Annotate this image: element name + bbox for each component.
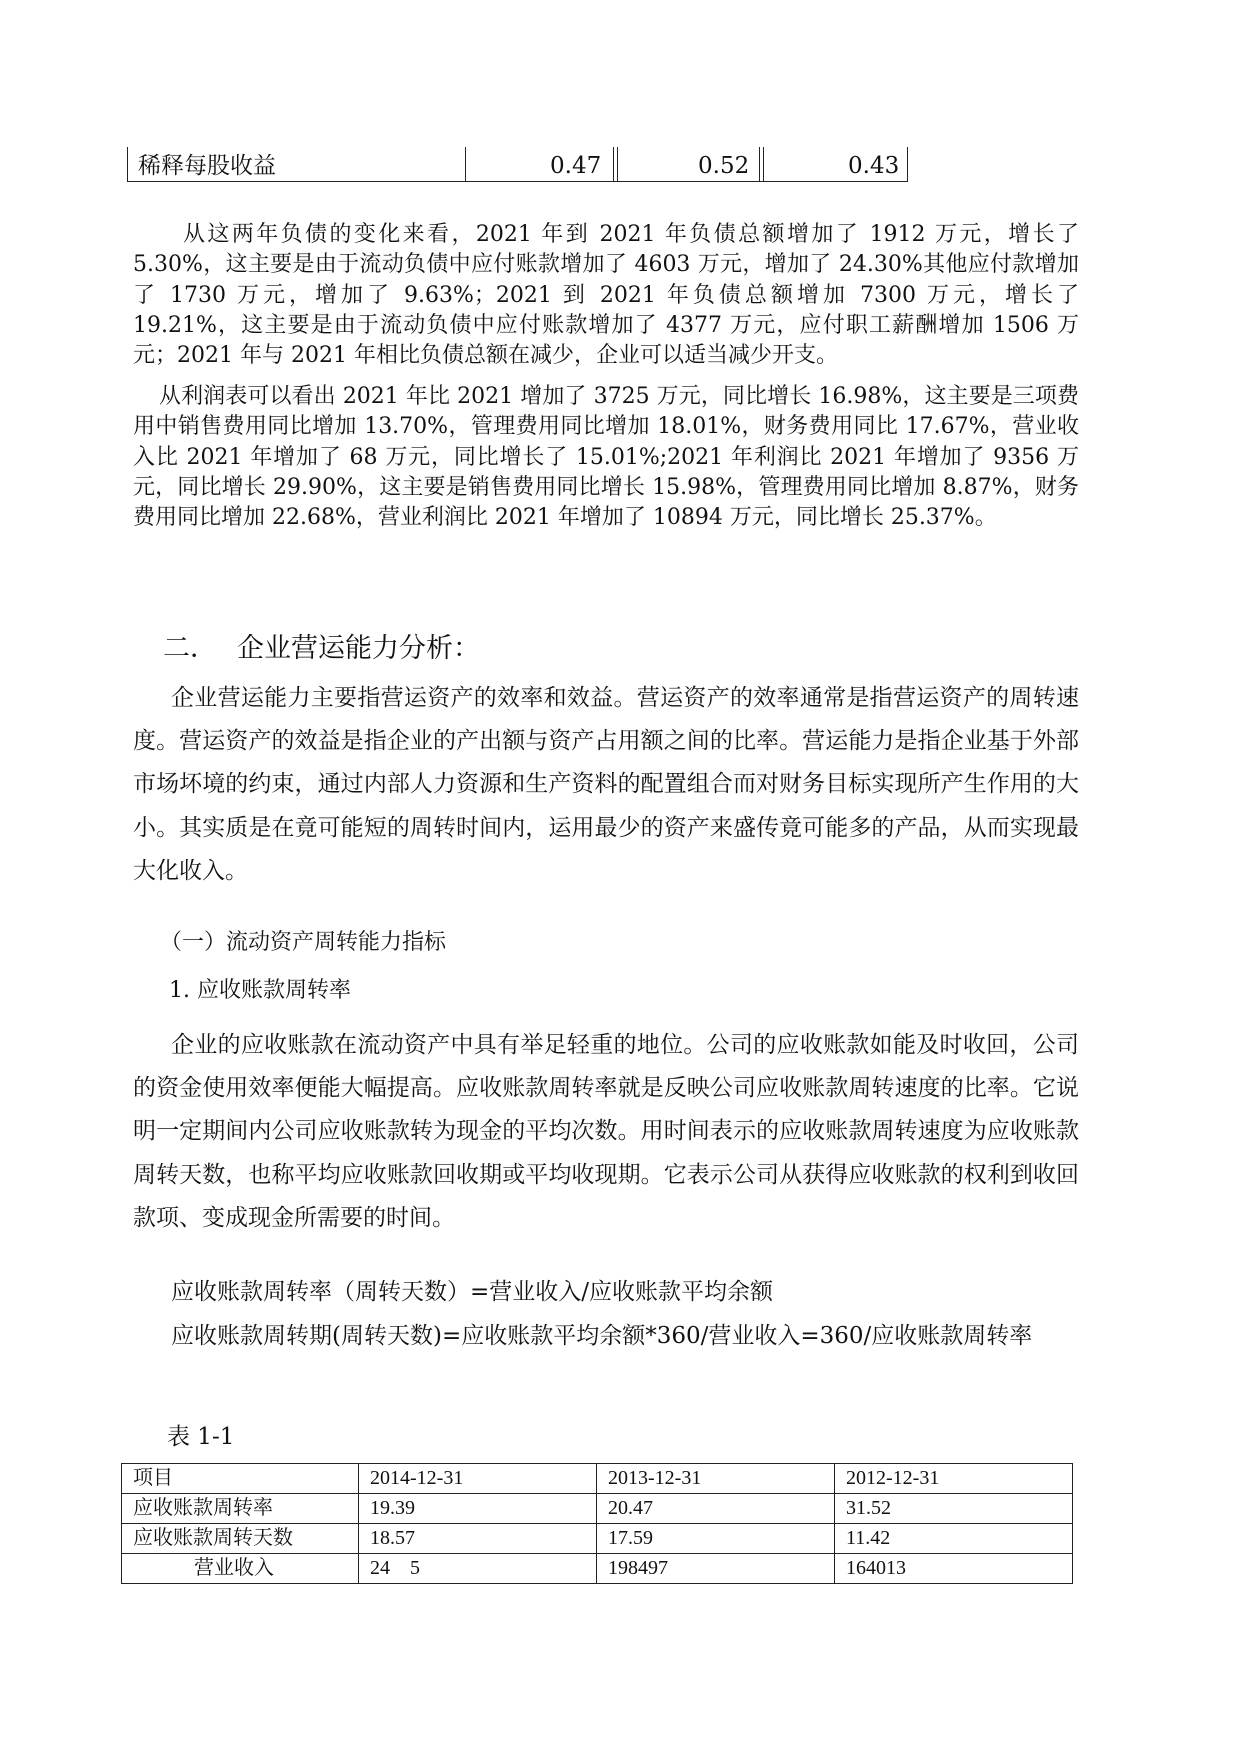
table-border [617, 147, 618, 181]
table-border-left [127, 147, 128, 181]
value-cell: 0.52 [698, 153, 750, 179]
paragraph-operating-capacity: 企业营运能力主要指营运资产的效率和效益。营运资产的效率通常是指营运资产的周转速度。营运资产的效益是指企业的产出额与资产占用额之间的比率。营运能力是指企业基于外部市场坏境的约束，通过内部人力资源和生产资料的配置组合而对财务目标实现所产生作用的大小。其实质是在竟可能短的周转时间内，运用最少的资产来盛传竟可能多的产品，从而实现最大化收入。 [133, 685, 1079, 884]
receivables-table [121, 1463, 1073, 1584]
table-cell: 11.42 [835, 1524, 1073, 1554]
formula-turnover-rate: 应收账款周转率（周转天数）=营业收入/应收账款平均余额 [171, 1279, 774, 1305]
table-cell: 19.39 [359, 1494, 597, 1524]
row-label-cell: 应收账款周转天数 [122, 1524, 359, 1554]
table-cell: 198497 [597, 1554, 835, 1584]
section-number: 二． [163, 633, 217, 664]
table-border-bottom [127, 181, 908, 182]
table-row [122, 1554, 1073, 1584]
section-title: 企业营运能力分析： [237, 633, 480, 664]
table-cell: 31.52 [835, 1494, 1073, 1524]
table-cell: 17.59 [597, 1524, 835, 1554]
formula-turnover-period: 应收账款周转期(周转天数)=应收账款平均余额*360/营业收入=360/应收账款周转率 [171, 1323, 1033, 1349]
table-row [122, 1494, 1073, 1524]
paragraph-receivables: 企业的应收账款在流动资产中具有举足轻重的地位。公司的应收账款如能及时收回，公司的资金使用效率便能大幅提高。应收账款周转率就是反映公司应收账款周转速度的比率。它说明一定期间内公司应收账款转为现金的平均次数。用时间表示的应收账款周转速度为应收账款周转天数，也称平均应收账款回收期或平均收现期。它表示公司从获得应收账款的权利到收回款项、变成现金所需要的时间。 [133, 1032, 1079, 1231]
table-border [613, 147, 614, 181]
row-label-cell: 营业收入 [122, 1554, 359, 1584]
paragraph-liabilities: 从这两年负债的变化来看，2021 年到 2021 年负债总额增加了 1912 万元，增长了 5.30%，这主要是由于流动负债中应付账款增加了 4603 万元，增加了 24.30%其他应付款增加了 1730 万元，增加了 9.63%；2021 到 2021 年负债总额增加 7300 万元，增长了 19.21%，这主要是由于流动负债中应付账款增加了 4377 万元，应付职工薪酬增加 1506 万元；2021 年与 2021 年相比负债总额在减少，企业可以适当减少开支。 [133, 222, 1079, 369]
table-row [122, 1524, 1073, 1554]
table-header-row [122, 1464, 1073, 1494]
header-cell: 2014-12-31 [359, 1464, 597, 1494]
header-cell: 项目 [122, 1464, 359, 1494]
table-border [763, 147, 764, 181]
paragraph-profit: 从利润表可以看出 2021 年比 2021 增加了 3725 万元，同比增长 16.98%，这主要是三项费用中销售费用同比增加 13.70%，管理费用同比增加 18.01%，财务费用同比 17.67%，营业收入比 2021 年增加了 68 万元，同比增长了 15.01%;2021 年利润比 2021 年增加了 9356 万元，同比增长 29.90%，这主要是销售费用同比增长 15.98%，管理费用同比增加 8.87%，财务费用同比增加 22.68%，营业利润比 2021 年增加了 10894 万元，同比增长 25.37%。 [133, 384, 1079, 531]
header-cell: 2012-12-31 [835, 1464, 1073, 1494]
sub-heading: （一）流动资产周转能力指标 [160, 930, 447, 955]
value-cell: 0.47 [550, 153, 602, 179]
top-table-row [127, 147, 917, 185]
row-label: 稀释每股收益 [138, 153, 276, 179]
value-cell: 0.43 [848, 153, 900, 179]
table-cell: 18.57 [359, 1524, 597, 1554]
header-cell: 2013-12-31 [597, 1464, 835, 1494]
table-border [465, 147, 466, 181]
item-heading: 1. 应收账款周转率 [169, 978, 351, 1003]
table-cell: 24 5 [359, 1554, 597, 1584]
table-cell: 164013 [835, 1554, 1073, 1584]
row-label-cell: 应收账款周转率 [122, 1494, 359, 1524]
table-border [759, 147, 760, 181]
table-caption: 表 1-1 [167, 1424, 235, 1450]
table-cell: 20.47 [597, 1494, 835, 1524]
table-border-right [907, 147, 908, 181]
